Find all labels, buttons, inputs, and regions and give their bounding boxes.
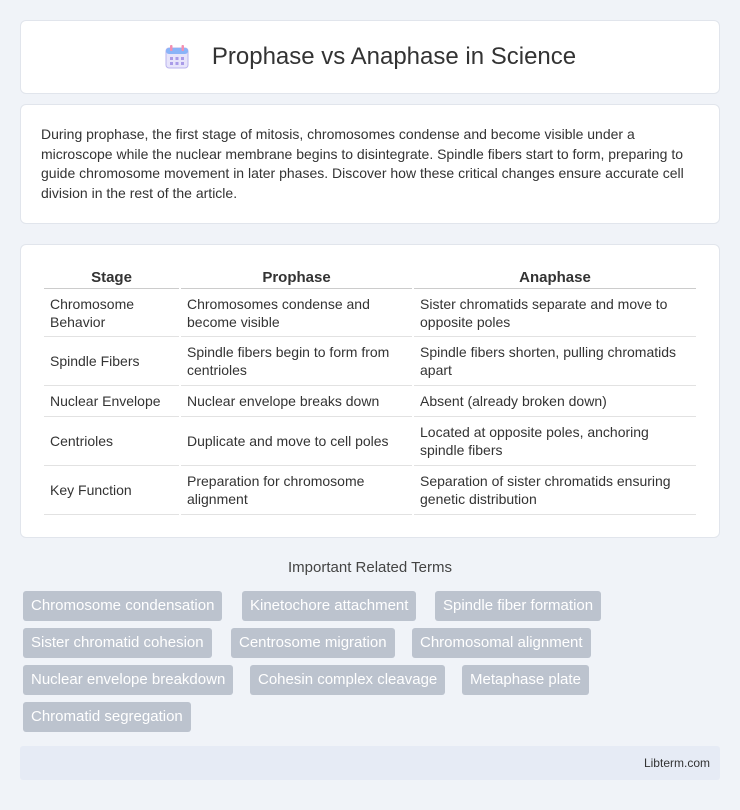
related-term-tag[interactable]: Sister chromatid cohesion [23, 628, 212, 658]
table-cell: Separation of sister chromatids ensuring genetic distribution [414, 466, 696, 515]
table-cell: Spindle Fibers [44, 337, 179, 386]
table-cell: Nuclear Envelope [44, 386, 179, 417]
table-row [44, 337, 696, 386]
table-row [44, 417, 696, 466]
related-term-tag[interactable]: Chromosomal alignment [412, 628, 591, 658]
table-cell: Chromosome Behavior [44, 289, 179, 337]
related-term-tag[interactable]: Chromosome condensation [23, 591, 222, 621]
header-card [20, 20, 720, 94]
comparison-table [42, 265, 698, 515]
related-term-tag[interactable]: Cohesin complex cleavage [250, 665, 445, 695]
comparison-table-card [20, 244, 720, 538]
intro-text: During prophase, the first stage of mitosis, chromosomes condense and become visible under a microscope while the nuclear membrane begins to disintegrate. Spindle fibers start to form, preparing to guide chromosome movement in later phases. Discover how these critical changes ensure accurate cell division in the rest of the article. [41, 126, 684, 201]
table-cell: Centrioles [44, 417, 179, 466]
page-title: Prophase vs Anaphase in Science [211, 43, 577, 70]
related-term-tag[interactable]: Chromatid segregation [23, 702, 191, 732]
column-header: Prophase [181, 265, 412, 289]
table-cell: Sister chromatids separate and move to opposite poles [414, 289, 696, 337]
calendar-icon [164, 44, 190, 70]
table-cell: Key Function [44, 466, 179, 515]
related-terms-title: Important Related Terms [288, 559, 452, 576]
table-cell: Preparation for chromosome alignment [181, 466, 412, 515]
table-cell: Absent (already broken down) [414, 386, 696, 417]
table-row [44, 386, 696, 417]
table-cell: Spindle fibers shorten, pulling chromatids apart [414, 337, 696, 386]
table-cell: Located at opposite poles, anchoring spindle fibers [414, 417, 696, 466]
table-cell: Nuclear envelope breaks down [181, 386, 412, 417]
column-header: Stage [44, 265, 179, 289]
related-term-tag[interactable]: Metaphase plate [462, 665, 589, 695]
related-term-tag[interactable]: Nuclear envelope breakdown [23, 665, 233, 695]
footer-site-link[interactable]: Libterm.com [643, 756, 710, 770]
related-term-tag[interactable]: Kinetochore attachment [242, 591, 416, 621]
intro-card [20, 104, 720, 224]
related-term-tag[interactable]: Centrosome migration [231, 628, 395, 658]
table-row [44, 466, 696, 515]
table-cell: Chromosomes condense and become visible [181, 289, 412, 337]
table-header-row [44, 265, 696, 289]
related-term-tag[interactable]: Spindle fiber formation [435, 591, 601, 621]
table-cell: Duplicate and move to cell poles [181, 417, 412, 466]
footer [20, 746, 720, 780]
table-row [44, 289, 696, 337]
table-cell: Spindle fibers begin to form from centrioles [181, 337, 412, 386]
column-header: Anaphase [414, 265, 696, 289]
